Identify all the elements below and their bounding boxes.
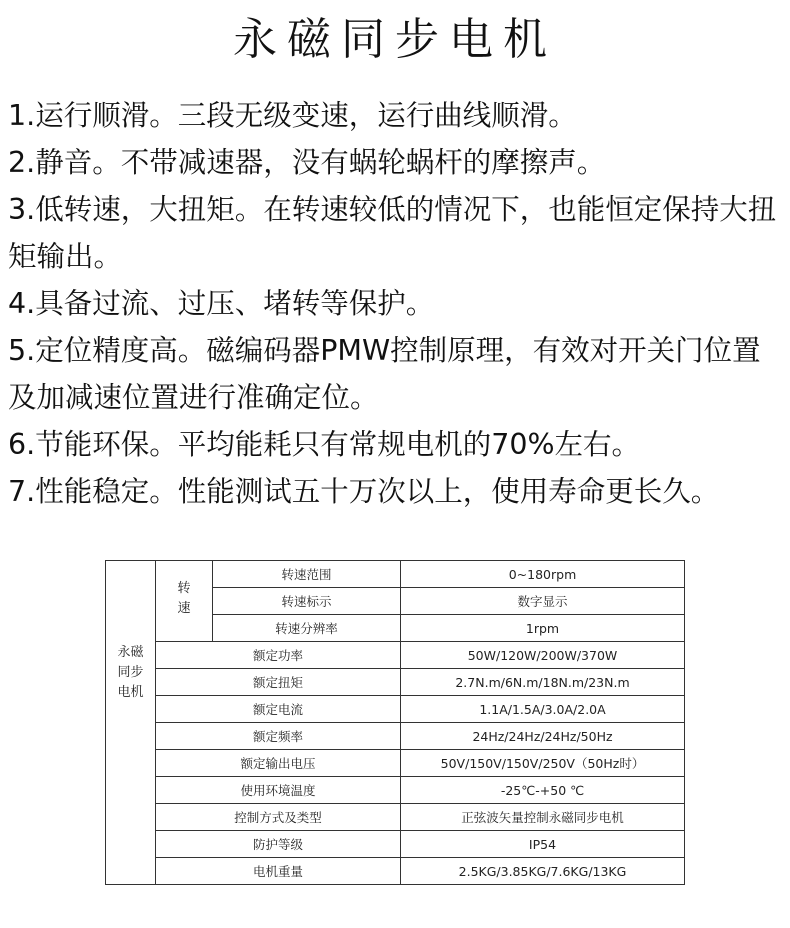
spec-table <box>105 560 685 885</box>
param-cell: 转速范围 <box>213 561 401 588</box>
value-cell: 2.7N.m/6N.m/18N.m/23N.m <box>401 669 685 696</box>
table-row <box>106 723 685 750</box>
value-cell: 数字显示 <box>401 588 685 615</box>
table-row <box>106 831 685 858</box>
param-cell: 额定功率 <box>156 642 401 669</box>
value-cell: 0~180rpm <box>401 561 685 588</box>
table-row <box>106 750 685 777</box>
feature-item: 1.运行顺滑。三段无级变速，运行曲线顺滑。 <box>8 99 577 132</box>
param-cell: 额定扭矩 <box>156 669 401 696</box>
param-cell: 使用环境温度 <box>156 777 401 804</box>
param-cell: 转速标示 <box>213 588 401 615</box>
feature-list <box>8 92 788 515</box>
value-cell: 50W/120W/200W/370W <box>401 642 685 669</box>
table-row <box>106 642 685 669</box>
feature-item: 3.低转速，大扭矩。在转速较低的情况下，也能恒定保持大扭矩输出。 <box>8 193 777 273</box>
param-cell: 转速分辨率 <box>213 615 401 642</box>
table-row <box>106 669 685 696</box>
table-row <box>106 561 685 588</box>
param-cell: 额定频率 <box>156 723 401 750</box>
param-cell: 额定输出电压 <box>156 750 401 777</box>
param-cell: 控制方式及类型 <box>156 804 401 831</box>
value-cell: IP54 <box>401 831 685 858</box>
value-cell: 24Hz/24Hz/24Hz/50Hz <box>401 723 685 750</box>
param-cell: 额定电流 <box>156 696 401 723</box>
feature-item: 5.定位精度高。磁编码器PMW控制原理，有效对开关门位置及加减速位置进行准确定位。 <box>8 334 761 414</box>
feature-item: 4.具备过流、过压、堵转等保护。 <box>8 287 435 320</box>
motor-group-label: 永磁同步电机 <box>106 561 156 885</box>
feature-item: 6.节能环保。平均能耗只有常规电机的70%左右。 <box>8 428 641 461</box>
param-cell: 防护等级 <box>156 831 401 858</box>
value-cell: 正弦波矢量控制永磁同步电机 <box>401 804 685 831</box>
feature-item: 7.性能稳定。性能测试五十万次以上，使用寿命更长久。 <box>8 475 720 508</box>
value-cell: -25℃-+50 ℃ <box>401 777 685 804</box>
table-row <box>106 777 685 804</box>
param-cell: 电机重量 <box>156 858 401 885</box>
value-cell: 1.1A/1.5A/3.0A/2.0A <box>401 696 685 723</box>
page-title: 永磁同步电机 <box>233 14 557 65</box>
table-row <box>106 858 685 885</box>
value-cell: 1rpm <box>401 615 685 642</box>
value-cell: 50V/150V/150V/250V（50Hz时） <box>401 750 685 777</box>
speed-group-label: 转速 <box>156 561 213 642</box>
value-cell: 2.5KG/3.85KG/7.6KG/13KG <box>401 858 685 885</box>
feature-item: 2.静音。不带减速器，没有蜗轮蜗杆的摩擦声。 <box>8 146 606 179</box>
table-row <box>106 696 685 723</box>
table-row <box>106 804 685 831</box>
